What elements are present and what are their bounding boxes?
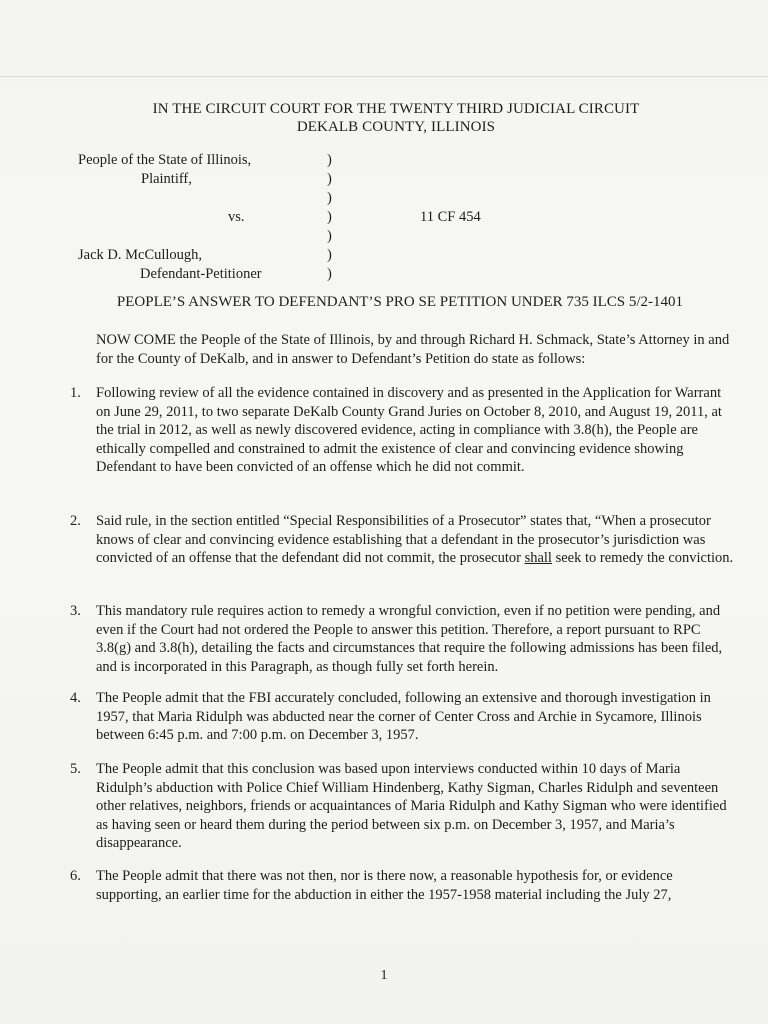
intro-paragraph: NOW COME the People of the State of Illinois, by and through Richard H. Schmack, State’s Attorney in and for the County of DeKalb, and in answer to Defendant’s Petition do state as follows: [96, 332, 730, 367]
versus-label: vs. [228, 209, 245, 225]
paragraph-number: 4. [70, 690, 81, 706]
caption-parties [78, 151, 318, 284]
paragraph-text-part: seek to remedy the conviction. [551, 550, 734, 566]
scan-edge-line [0, 76, 768, 77]
court-header [0, 100, 768, 136]
caption-paren: ) [327, 228, 332, 244]
caption-paren: ) [327, 152, 332, 168]
caption-paren: ) [327, 209, 332, 225]
caption-parentheses [327, 151, 332, 284]
paragraph-number: 3. [70, 603, 81, 619]
document-title: PEOPLE’S ANSWER TO DEFENDANT’S PRO SE PETITION UNDER 735 ILCS 5/2-1401 [116, 294, 684, 310]
paragraph-text: This mandatory rule requires action to remedy a wrongful conviction, even if no petition were pending, and even if the Court had not ordered the People to answer this petition. Therefore, a report pursuant to RPC 3.8(g) and 3.8(h), detailing the facts and circumstances that require the following admissions has been filed, and is incorporated in this Paragraph, as though fully set forth herein. [96, 603, 723, 675]
court-header-line-2: DEKALB COUNTY, ILLINOIS [296, 119, 496, 135]
court-header-line-1: IN THE CIRCUIT COURT FOR THE TWENTY THIRD JUDICIAL CIRCUIT [152, 101, 640, 117]
defendant-role: Defendant-Petitioner [140, 266, 262, 282]
paragraph-text-part: Said rule, in the section entitled “Special Responsibilities of a Prosecutor” states that, “When a prosecutor knows of clear and convincing evidence establishing that a defendant in the prosecutor’s jurisdiction was convicted of an offense that the defendant did not commit, the prosecutor [96, 513, 711, 566]
caption-paren: ) [327, 266, 332, 282]
paragraph-text: The People admit that this conclusion was based upon interviews conducted within 10 days of Maria Ridulph’s abduction with Police Chief William Hindenberg, Kathy Sigman, Charles Ridulph and seventeen other relatives, neighbors, friends or acquaintances of Maria Ridulph and Kathy Sigman who were identified as having seen or heard them during the period between six p.m. on December 3, 1957, and Maria’s disappearance. [96, 761, 727, 851]
paragraph-number: 1. [70, 385, 81, 401]
paragraph-text [96, 512, 736, 568]
page-number: 1 [380, 968, 388, 983]
plaintiff-name: People of the State of Illinois, [78, 152, 252, 168]
underlined-word: shall [524, 550, 552, 566]
caption-paren: ) [327, 247, 332, 263]
paragraph-text: Following review of all the evidence contained in discovery and as presented in the Application for Warrant on June 29, 2011, to two separate DeKalb County Grand Juries on October 8, 2010, and August 19, 2011, at the trial in 2012, as well as newly discovered evidence, acting in compliance with 3.8(h), the People are ethically compelled and constrained to admit the existence of clear and convincing evidence showing Defendant to have been convicted of an offense which he did not commit. [96, 385, 722, 475]
case-number: 11 CF 454 [420, 209, 481, 225]
paragraph-number: 2. [70, 513, 81, 529]
defendant-name: Jack D. McCullough, [78, 247, 203, 263]
caption-paren: ) [327, 171, 332, 187]
paragraph-text: The People admit that the FBI accurately concluded, following an extensive and thorough investigation in 1957, that Maria Ridulph was abducted near the corner of Center Cross and Archie in Sycamore, Illinois between 6:45 p.m. and 7:00 p.m. on December 3, 1957. [96, 690, 711, 743]
caption-paren: ) [327, 190, 332, 206]
caption-blank-line [78, 189, 318, 208]
paragraph-number: 5. [70, 761, 81, 777]
plaintiff-role: Plaintiff, [141, 171, 192, 187]
paragraph-number: 6. [70, 868, 81, 884]
caption-blank-line [78, 227, 318, 246]
paragraph-text: The People admit that there was not then, nor is there now, a reasonable hypothesis for, or evidence supporting, an earlier time for the abduction in either the 1957-1958 material including the July 27, [96, 868, 673, 903]
